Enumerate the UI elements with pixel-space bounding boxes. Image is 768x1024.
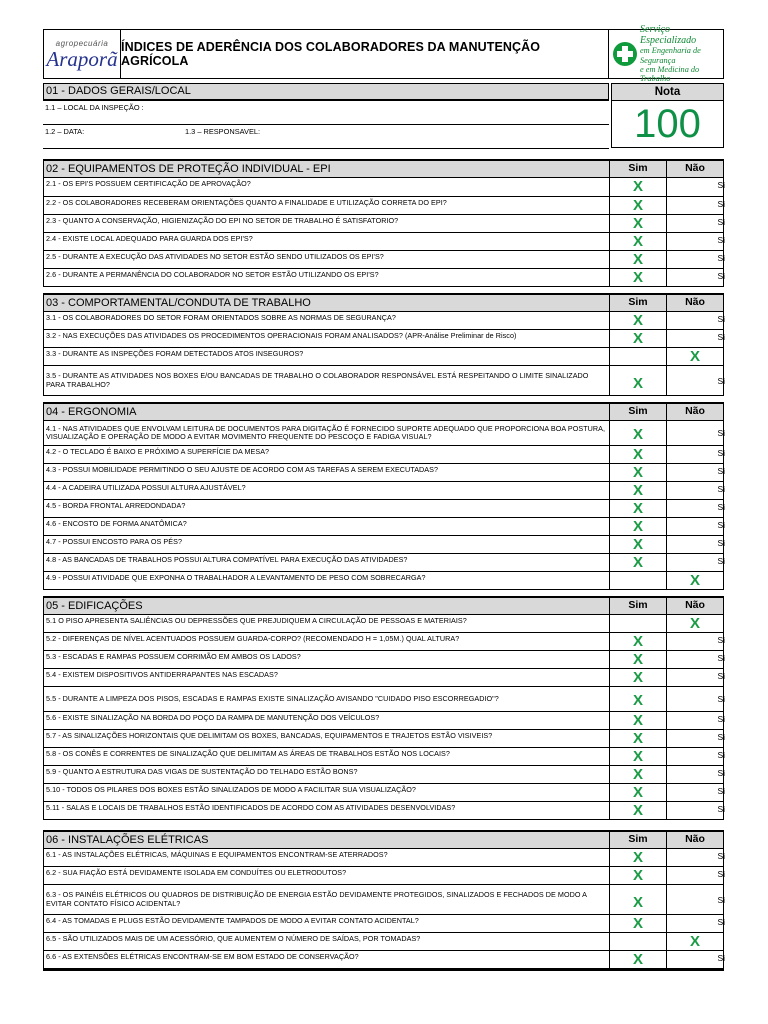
section-header	[43, 832, 724, 849]
header	[43, 24, 724, 84]
checklist-row	[43, 464, 724, 482]
overflow-text: Si	[717, 314, 725, 324]
check-mark-icon: X	[632, 178, 643, 195]
local-field[interactable]	[43, 101, 609, 125]
checklist-row	[43, 885, 724, 915]
checklist-row	[43, 366, 724, 396]
checklist-row	[43, 651, 724, 669]
check-mark-icon: X	[632, 536, 643, 553]
section-header	[43, 598, 724, 615]
answer-yes-cell[interactable]	[609, 867, 666, 884]
answer-yes-cell[interactable]	[609, 233, 666, 250]
check-mark-icon: X	[632, 766, 643, 783]
score-box	[611, 83, 724, 148]
checklist-row	[43, 849, 724, 867]
overflow-text: Si	[717, 953, 725, 963]
question-text: 4.8 - AS BANCADAS DE TRABALHOS POSSUI ALTURA COMPATÍVEL PARA EXECUÇÃO DAS ATIVIDADES?	[43, 554, 609, 571]
overflow-text: Si	[717, 271, 725, 281]
col-no-header: Não	[666, 832, 724, 848]
answer-no-cell[interactable]	[666, 215, 724, 232]
section-general-title: 01 - DADOS GERAIS/LOCAL	[43, 83, 609, 101]
check-mark-icon: X	[632, 802, 643, 819]
col-no-header: Não	[666, 161, 724, 177]
responsible-label: 1.3 – RESPONSAVEL:	[185, 127, 261, 136]
overflow-text: Si	[717, 253, 725, 263]
answer-no-cell[interactable]	[666, 482, 724, 499]
overflow-text: Si	[717, 635, 725, 645]
answer-yes-cell[interactable]	[609, 572, 666, 589]
answer-yes-cell[interactable]	[609, 748, 666, 765]
check-mark-icon: X	[632, 712, 643, 729]
answer-no-cell[interactable]	[666, 500, 724, 517]
section-header	[43, 404, 724, 421]
question-text: 4.3 - POSSUI MOBILIDADE PERMITINDO O SEU AJUSTE DE ACORDO COM AS TAREFAS A SEREM EXECUTADAS?	[43, 464, 609, 481]
answer-yes-cell[interactable]	[609, 849, 666, 866]
answer-no-cell[interactable]	[666, 233, 724, 250]
check-mark-icon: X	[689, 615, 700, 632]
checklist-row	[43, 669, 724, 687]
answer-yes-cell[interactable]	[609, 446, 666, 463]
overflow-text: Si	[717, 851, 725, 861]
question-text: 5.8 - OS CONÊS E CORRENTES DE SINALIZAÇÃO QUE DELIMITAM AS ÁREAS DE TRABALHOS ESTÃO NOS LOCAIS?	[43, 748, 609, 765]
question-text: 3.2 - NAS EXECUÇÕES DAS ATIVIDADES OS PROCEDIMENTOS OPERACIONAIS FORAM ANALISADOS? (APR-Análise Preliminar de Risco)	[43, 330, 609, 347]
check-mark-icon: X	[632, 269, 643, 286]
bottom-rule	[43, 969, 724, 971]
checklist-row	[43, 446, 724, 464]
checklist-row	[43, 572, 724, 590]
answer-yes-cell[interactable]	[609, 951, 666, 968]
answer-no-cell[interactable]	[666, 572, 724, 589]
overflow-text: Si	[717, 694, 725, 704]
section-title: 02 - EQUIPAMENTOS DE PROTEÇÃO INDIVIDUAL - EPI	[43, 161, 609, 177]
logo-brand: Araporã	[46, 46, 118, 71]
checklist-row	[43, 348, 724, 366]
check-mark-icon: X	[632, 482, 643, 499]
answer-no-cell[interactable]	[666, 269, 724, 286]
answer-no-cell[interactable]	[666, 669, 724, 686]
question-text: 5.9 - QUANTO A ESTRUTURA DAS VIGAS DE SUSTENTAÇÃO DO TELHADO ESTÃO BONS?	[43, 766, 609, 783]
question-text: 6.1 - AS INSTALAÇÕES ELÉTRICAS, MÁQUINAS E EQUIPAMENTOS ENCONTRAM-SE ATERRADOS?	[43, 849, 609, 866]
overflow-text: Si	[717, 235, 725, 245]
answer-no-cell[interactable]	[666, 464, 724, 481]
overflow-text: Si	[717, 428, 725, 438]
section-5	[43, 596, 724, 820]
question-text: 4.9 - POSSUI ATIVIDADE QUE EXPONHA O TRABALHADOR A LEVANTAMENTO DE PESO COM SOBRECARGA?	[43, 572, 609, 589]
checklist-row	[43, 766, 724, 784]
answer-no-cell[interactable]	[666, 348, 724, 365]
checklist-row	[43, 233, 724, 251]
check-mark-icon: X	[632, 849, 643, 866]
question-text: 6.6 - AS EXTENSÕES ELÉTRICAS ENCONTRAM-SE EM BOM ESTADO DE CONSERVAÇÃO?	[43, 951, 609, 968]
check-mark-icon: X	[632, 748, 643, 765]
checklist-row	[43, 730, 724, 748]
answer-no-cell[interactable]	[666, 915, 724, 932]
question-text: 4.1 - NAS ATIVIDADES QUE ENVOLVAM LEITURA DE DOCUMENTOS PARA DIGITAÇÃO É FORNECIDO SUPORTE ADEQUADO QUE PROPORCIONA BOA POSTURA, VISUALIZAÇÃO E OPERAÇÃO DE MODO A EVITAR MOVIMENTO FREQUENTE DO PESCOÇO E FADIGA VISUAL?	[43, 421, 609, 445]
overflow-text: Si	[717, 502, 725, 512]
answer-no-cell[interactable]	[666, 633, 724, 650]
check-mark-icon: X	[632, 894, 643, 911]
checklist-row	[43, 867, 724, 885]
check-mark-icon: X	[632, 197, 643, 214]
answer-no-cell[interactable]	[666, 766, 724, 783]
overflow-text: Si	[717, 917, 725, 927]
answer-no-cell[interactable]	[666, 446, 724, 463]
question-text: 5.6 - EXISTE SINALIZAÇÃO NA BORDA DO POÇO DA RAMPA DE MANUTENÇÃO DOS VEÍCULOS?	[43, 712, 609, 729]
checklist-row	[43, 518, 724, 536]
sesmt-line-1: Serviço Especializado	[640, 24, 697, 47]
check-mark-icon: X	[689, 572, 700, 589]
answer-no-cell[interactable]	[666, 554, 724, 571]
section-header	[43, 161, 724, 178]
answer-no-cell[interactable]	[666, 712, 724, 729]
check-mark-icon: X	[632, 446, 643, 463]
section-title: 06 - INSTALAÇÕES ELÉTRICAS	[43, 832, 609, 848]
col-yes-header: Sim	[609, 404, 666, 420]
checklist-row	[43, 330, 724, 348]
company-logo	[44, 30, 121, 78]
question-text: 5.7 - AS SINALIZAÇÕES HORIZONTAIS QUE DELIMITAM OS BOXES, BANCADAS, EQUIPAMENTOS E TRAJETOS ESTÃO VISIVEIS?	[43, 730, 609, 747]
answer-yes-cell[interactable]	[609, 518, 666, 535]
section-2	[43, 159, 724, 287]
question-text: 4.2 - O TECLADO É BAIXO E PRÓXIMO A SUPERFÍCIE DA MESA?	[43, 446, 609, 463]
check-mark-icon: X	[632, 692, 643, 709]
section-4	[43, 402, 724, 590]
check-mark-icon: X	[632, 464, 643, 481]
question-text: 5.2 - DIFERENÇAS DE NÍVEL ACENTUADOS POSSUEM GUARDA-CORPO? (RECOMENDADO H = 1,05M.) QUAL ALTURA?	[43, 633, 609, 650]
sesmt-line-2: em Engenharia de Segurança	[640, 46, 701, 65]
answer-no-cell[interactable]	[666, 251, 724, 268]
question-text: 4.5 - BORDA FRONTAL ARREDONDADA?	[43, 500, 609, 517]
answer-yes-cell[interactable]	[609, 482, 666, 499]
answer-yes-cell[interactable]	[609, 687, 666, 711]
answer-yes-cell[interactable]	[609, 802, 666, 819]
checklist-row	[43, 633, 724, 651]
answer-yes-cell[interactable]	[609, 178, 666, 196]
answer-no-cell[interactable]	[666, 730, 724, 747]
section-title: 03 - COMPORTAMENTAL/CONDUTA DE TRABALHO	[43, 295, 609, 311]
answer-yes-cell[interactable]	[609, 215, 666, 232]
answer-no-cell[interactable]	[666, 748, 724, 765]
overflow-text: Si	[717, 768, 725, 778]
question-text: 2.3 - QUANTO A CONSERVAÇÃO, HIGIENIZAÇÃO DO EPI NO SETOR DE TRABALHO É SATISFATORIO?	[43, 215, 609, 232]
check-mark-icon: X	[632, 951, 643, 968]
section-3	[43, 293, 724, 396]
overflow-text: Si	[717, 750, 725, 760]
overflow-text: Si	[717, 520, 725, 530]
local-label: 1.1 – LOCAL DA INSPEÇÃO :	[45, 103, 144, 112]
col-yes-header: Sim	[609, 161, 666, 177]
answer-yes-cell[interactable]	[609, 269, 666, 286]
question-text: 5.5 - DURANTE A LIMPEZA DOS PISOS, ESCADAS E RAMPAS EXISTE SINALIZAÇÃO AVISANDO "CUIDADO PISO ESCORREGADIO"?	[43, 687, 609, 711]
checklist-row	[43, 748, 724, 766]
checklist-row	[43, 500, 724, 518]
overflow-text: Si	[717, 869, 725, 879]
answer-no-cell[interactable]	[666, 518, 724, 535]
answer-yes-cell[interactable]	[609, 730, 666, 747]
checklist-row	[43, 536, 724, 554]
answer-yes-cell[interactable]	[609, 464, 666, 481]
question-text: 3.1 - OS COLABORADORES DO SETOR FORAM ORIENTADOS SOBRE AS NORMAS DE SEGURANÇA?	[43, 312, 609, 329]
answer-no-cell[interactable]	[666, 885, 724, 914]
check-mark-icon: X	[632, 518, 643, 535]
checklist-row	[43, 251, 724, 269]
col-no-header: Não	[666, 404, 724, 420]
section-6	[43, 830, 724, 969]
answer-no-cell[interactable]	[666, 366, 724, 395]
question-text: 6.4 - AS TOMADAS E PLUGS ESTÃO DEVIDAMENTE TAMPADOS DE MODO A EVITAR CONTATO ACIDENTAL?	[43, 915, 609, 932]
page-title: ÍNDICES DE ADERÊNCIA DOS COLABORADORES DA MANUTENÇÃO AGRÍCOLA	[121, 40, 541, 68]
overflow-text: Si	[717, 180, 725, 190]
answer-yes-cell[interactable]	[609, 712, 666, 729]
question-text: 5.11 - SALAS E LOCAIS DE TRABALHOS ESTÃO IDENTIFICADOS DE ACORDO COM AS ATIVIDADES DESENVOLVIDAS?	[43, 802, 609, 819]
check-mark-icon: X	[632, 730, 643, 747]
checklist-row	[43, 215, 724, 233]
answer-no-cell[interactable]	[666, 951, 724, 968]
logo-tagline: agropecuária	[55, 38, 109, 48]
checklist-row	[43, 915, 724, 933]
answer-yes-cell[interactable]	[609, 348, 666, 365]
answer-no-cell[interactable]	[666, 784, 724, 801]
answer-no-cell[interactable]	[666, 615, 724, 632]
question-text: 2.5 - DURANTE A EXECUÇÃO DAS ATIVIDADES NO SETOR ESTÃO SENDO UTILIZADOS OS EPI'S?	[43, 251, 609, 268]
check-mark-icon: X	[632, 651, 643, 668]
answer-no-cell[interactable]	[666, 421, 724, 445]
checklist-row	[43, 615, 724, 633]
question-text: 2.1 - OS EPI'S POSSUEM CERTIFICAÇÃO DE APROVAÇÃO?	[43, 178, 609, 196]
answer-no-cell[interactable]	[666, 178, 724, 196]
check-mark-icon: X	[632, 251, 643, 268]
answer-no-cell[interactable]	[666, 651, 724, 668]
checklist-row	[43, 802, 724, 820]
score-label: Nota	[612, 84, 723, 101]
score-value: 100	[634, 102, 701, 146]
question-text: 6.5 - SÃO UTILIZADOS MAIS DE UM ACESSÓRIO, QUE AUMENTEM O NÚMERO DE SAÍDAS, POR TOMADAS?	[43, 933, 609, 950]
question-text: 2.4 - EXISTE LOCAL ADEQUADO PARA GUARDA DOS EPI'S?	[43, 233, 609, 250]
answer-yes-cell[interactable]	[609, 669, 666, 686]
col-yes-header: Sim	[609, 295, 666, 311]
question-text: 4.6 - ENCOSTO DE FORMA ANATÔMICA?	[43, 518, 609, 535]
overflow-text: Si	[717, 217, 725, 227]
answer-yes-cell[interactable]	[609, 197, 666, 214]
answer-yes-cell[interactable]	[609, 536, 666, 553]
check-mark-icon: X	[632, 375, 643, 392]
overflow-text: Si	[717, 804, 725, 814]
check-mark-icon: X	[632, 554, 643, 571]
answer-no-cell[interactable]	[666, 312, 724, 329]
section-general	[43, 83, 724, 159]
question-text: 5.3 - ESCADAS E RAMPAS POSSUEM CORRIMÃO EM AMBOS OS LADOS?	[43, 651, 609, 668]
checklist-row	[43, 269, 724, 287]
question-text: 6.3 - OS PAINÉIS ELÉTRICOS OU QUADROS DE DISTRIBUIÇÃO DE ENERGIA ESTÃO DEVIDAMENTE PROTEGIDOS, SINALIZADOS E FECHADOS DE MODO A EVITAR CONTATO FÍSICO ACIDENTAL?	[43, 885, 609, 914]
overflow-text: Si	[717, 376, 725, 386]
question-text: 5.1 O PISO APRESENTA SALIÊNCIAS OU DEPRESSÕES QUE PREJUDIQUEM A CIRCULAÇÃO DE PESSOAS E MATERIAIS?	[43, 615, 609, 632]
col-yes-header: Sim	[609, 598, 666, 614]
answer-no-cell[interactable]	[666, 197, 724, 214]
checklist-row	[43, 687, 724, 712]
question-text: 6.2 - SUA FIAÇÃO ESTÁ DEVIDAMENTE ISOLADA EM CONDUÍTES OU ELETRODUTOS?	[43, 867, 609, 884]
question-text: 5.4 - EXISTEM DISPOSITIVOS ANTIDERRAPANTES NAS ESCADAS?	[43, 669, 609, 686]
checklist-row	[43, 482, 724, 500]
checklist-row	[43, 312, 724, 330]
check-mark-icon: X	[632, 312, 643, 329]
answer-yes-cell[interactable]	[609, 933, 666, 950]
col-no-header: Não	[666, 295, 724, 311]
answer-yes-cell[interactable]	[609, 330, 666, 347]
overflow-text: Si	[717, 556, 725, 566]
question-text: 2.2 - OS COLABORADORES RECEBERAM ORIENTAÇÕES QUANTO A FINALIDADE E UTILIZAÇÃO CORRETA DO EPI?	[43, 197, 609, 214]
answer-yes-cell[interactable]	[609, 366, 666, 395]
col-yes-header: Sim	[609, 832, 666, 848]
checklist-row	[43, 933, 724, 951]
check-mark-icon: X	[632, 669, 643, 686]
check-mark-icon: X	[632, 500, 643, 517]
overflow-text: Si	[717, 466, 725, 476]
inspection-sheet	[43, 24, 725, 1014]
overflow-text: Si	[717, 786, 725, 796]
sesmt-line-3: e em Medicina do Trabalho	[640, 65, 700, 84]
question-text: 5.10 - TODOS OS PILARES DOS BOXES ESTÃO SINALIZADOS DE MODO A FACILITAR SUA VISUALIZAÇÃO?	[43, 784, 609, 801]
checklist-row	[43, 554, 724, 572]
overflow-text: Si	[717, 448, 725, 458]
check-mark-icon: X	[689, 933, 700, 950]
answer-no-cell[interactable]	[666, 933, 724, 950]
overflow-text: Si	[717, 332, 725, 342]
section-title: 05 - EDIFICAÇÕES	[43, 598, 609, 614]
question-text: 4.4 - A CADEIRA UTILIZADA POSSUI ALTURA AJUSTÁVEL?	[43, 482, 609, 499]
overflow-text: Si	[717, 895, 725, 905]
answer-yes-cell[interactable]	[609, 421, 666, 445]
answer-no-cell[interactable]	[666, 330, 724, 347]
answer-yes-cell[interactable]	[609, 554, 666, 571]
answer-no-cell[interactable]	[666, 687, 724, 711]
checklist-row	[43, 784, 724, 802]
checklist-row	[43, 178, 724, 197]
check-mark-icon: X	[632, 915, 643, 932]
overflow-text: Si	[717, 653, 725, 663]
answer-yes-cell[interactable]	[609, 766, 666, 783]
col-no-header: Não	[666, 598, 724, 614]
overflow-text: Si	[717, 732, 725, 742]
overflow-text: Si	[717, 199, 725, 209]
question-text: 2.6 - DURANTE A PERMANÊNCIA DO COLABORADOR NO SETOR ESTÃO UTILIZANDO OS EPI'S?	[43, 269, 609, 286]
checklist-sections	[43, 159, 724, 969]
medical-cross-icon	[613, 42, 637, 66]
check-mark-icon: X	[632, 330, 643, 347]
overflow-text: Si	[717, 714, 725, 724]
answer-no-cell[interactable]	[666, 802, 724, 819]
answer-no-cell[interactable]	[666, 849, 724, 866]
checklist-row	[43, 197, 724, 215]
question-text: 3.5 - DURANTE AS ATIVIDADES NOS BOXES E/OU BANCADAS DE TRABALHO O COLABORADOR RESPONSÁVEL ESTÁ RESPEITANDO O LIMITE SINALIZADO PARA TRABALHO?	[43, 366, 609, 395]
sesmt-logo	[608, 24, 723, 84]
question-text: 3.3 - DURANTE AS INSPEÇÕES FORAM DETECTADOS ATOS INSEGUROS?	[43, 348, 609, 365]
answer-yes-cell[interactable]	[609, 885, 666, 914]
checklist-row	[43, 712, 724, 730]
overflow-text: Si	[717, 538, 725, 548]
checklist-row	[43, 421, 724, 446]
check-mark-icon: X	[632, 633, 643, 650]
check-mark-icon: X	[632, 215, 643, 232]
date-responsible-row	[43, 125, 609, 149]
check-mark-icon: X	[632, 784, 643, 801]
check-mark-icon: X	[632, 867, 643, 884]
checklist-row	[43, 951, 724, 969]
date-label: 1.2 – DATA:	[45, 127, 85, 136]
overflow-text: Si	[717, 484, 725, 494]
check-mark-icon: X	[632, 233, 643, 250]
answer-no-cell[interactable]	[666, 536, 724, 553]
question-text: 4.7 - POSSUI ENCOSTO PARA OS PÉS?	[43, 536, 609, 553]
overflow-text: Si	[717, 671, 725, 681]
answer-yes-cell[interactable]	[609, 651, 666, 668]
answer-yes-cell[interactable]	[609, 633, 666, 650]
answer-yes-cell[interactable]	[609, 500, 666, 517]
answer-yes-cell[interactable]	[609, 784, 666, 801]
answer-no-cell[interactable]	[666, 867, 724, 884]
answer-yes-cell[interactable]	[609, 615, 666, 632]
check-mark-icon: X	[632, 426, 643, 443]
answer-yes-cell[interactable]	[609, 251, 666, 268]
section-title: 04 - ERGONOMIA	[43, 404, 609, 420]
answer-yes-cell[interactable]	[609, 312, 666, 329]
section-header	[43, 295, 724, 312]
check-mark-icon: X	[689, 348, 700, 365]
answer-yes-cell[interactable]	[609, 915, 666, 932]
